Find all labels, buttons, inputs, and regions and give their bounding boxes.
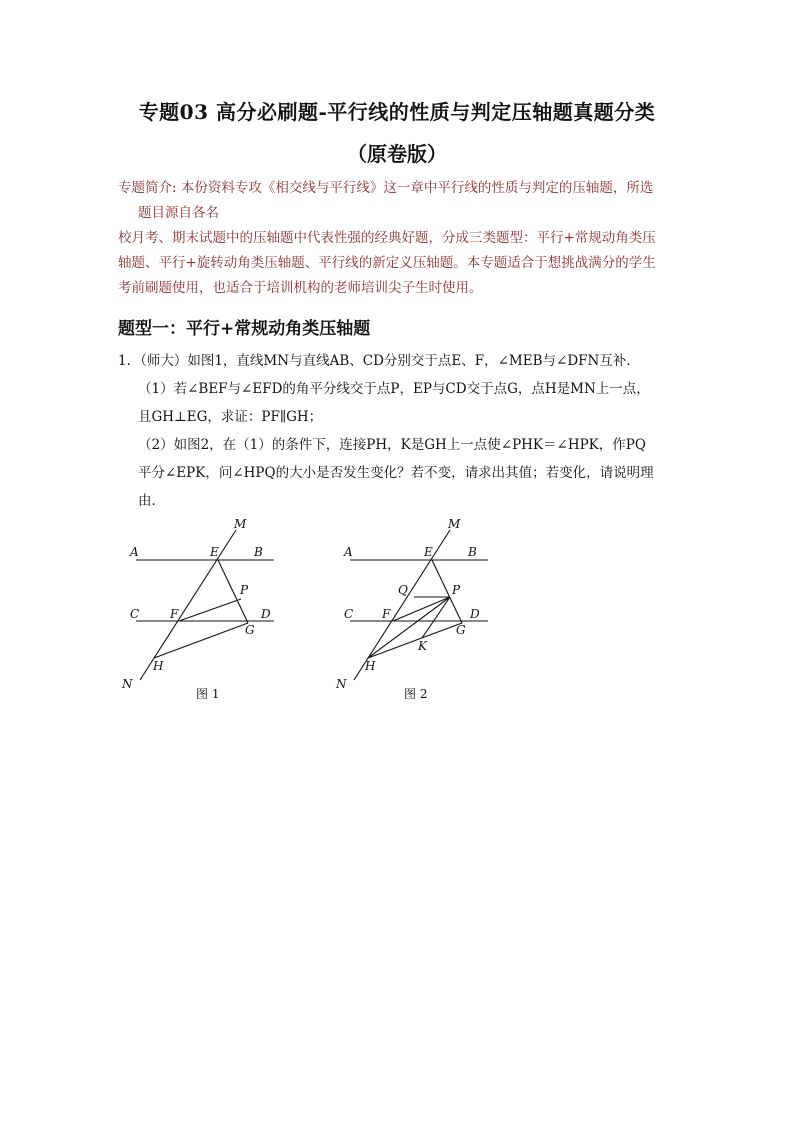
label-p: P <box>452 583 461 597</box>
segment-hg <box>154 623 248 658</box>
label-e: E <box>424 545 433 559</box>
question-stem: 1．（师大）如图1，直线MN与直线AB、CD分别交于点E、F，∠MEB与∠DFN互补． <box>118 353 640 369</box>
label-m: M <box>448 517 461 531</box>
label-g: G <box>245 623 255 637</box>
segment-fp <box>179 599 241 621</box>
label-q: Q <box>398 583 408 597</box>
label-k: K <box>418 639 427 653</box>
intro-line: 题目源自各名 <box>138 205 219 221</box>
label-h: H <box>365 659 376 673</box>
question-part2-line: 平分∠EPK，问∠HPQ的大小是否发生变化？若不变，请求出其值；若变化，请说明理 <box>138 465 654 481</box>
question-part1-line: （1）若∠BEF与∠EFD的角平分线交于点P，EP与CD交于点G，点H是MN上一点， <box>138 381 650 397</box>
document-title: 专题03 高分必刷题-平行线的性质与判定压轴题真题分类 <box>138 100 656 124</box>
label-f: F <box>170 607 179 621</box>
document-subtitle: （原卷版） <box>347 142 447 166</box>
section-heading: 题型一：平行+常规动角类压轴题 <box>118 319 371 339</box>
label-b: B <box>254 545 263 559</box>
question-part1-line: 且GH⊥EG，求证：PF∥GH； <box>138 409 323 425</box>
label-c: C <box>344 607 354 621</box>
figure-2 <box>332 508 512 708</box>
label-m: M <box>234 517 247 531</box>
label-n: N <box>336 677 347 691</box>
label-g: G <box>456 623 466 637</box>
intro-line: 专题简介: 本份资料专攻《相交线与平行线》这一章中平行线的性质与判定的压轴题，所选 <box>118 180 654 196</box>
label-c: C <box>130 607 140 621</box>
label-e: E <box>210 545 219 559</box>
question-part2-line: 由． <box>138 493 165 509</box>
intro-line: 考前刷题使用，也适合于培训机构的老师培训尖子生时使用。 <box>118 280 483 296</box>
label-d: D <box>470 607 480 621</box>
label-a: A <box>344 545 353 559</box>
segment-hg <box>368 623 462 658</box>
label-d: D <box>261 607 271 621</box>
label-n: N <box>122 677 133 691</box>
label-f: F <box>382 607 391 621</box>
intro-line: 校月考、期末试题中的压轴题中代表性强的经典好题，分成三类题型：平行+常规动角类压 <box>118 230 656 246</box>
label-a: A <box>130 545 139 559</box>
label-p: P <box>240 583 249 597</box>
segment-hp <box>368 597 450 658</box>
intro-line: 轴题、平行+旋转动角类压轴题、平行线的新定义压轴题。本专题适合于想挑战满分的学生 <box>118 255 656 271</box>
figure-1-caption: 图 1 <box>196 687 220 701</box>
question-part2-line: （2）如图2，在（1）的条件下，连接PH，K是GH上一点使∠PHK＝∠HPK，作PQ <box>138 437 646 453</box>
label-b: B <box>468 545 477 559</box>
figure-2-caption: 图 2 <box>404 687 428 701</box>
intro-block <box>118 176 678 301</box>
question-block <box>118 347 688 515</box>
figure-1 <box>118 508 298 708</box>
label-h: H <box>153 659 164 673</box>
